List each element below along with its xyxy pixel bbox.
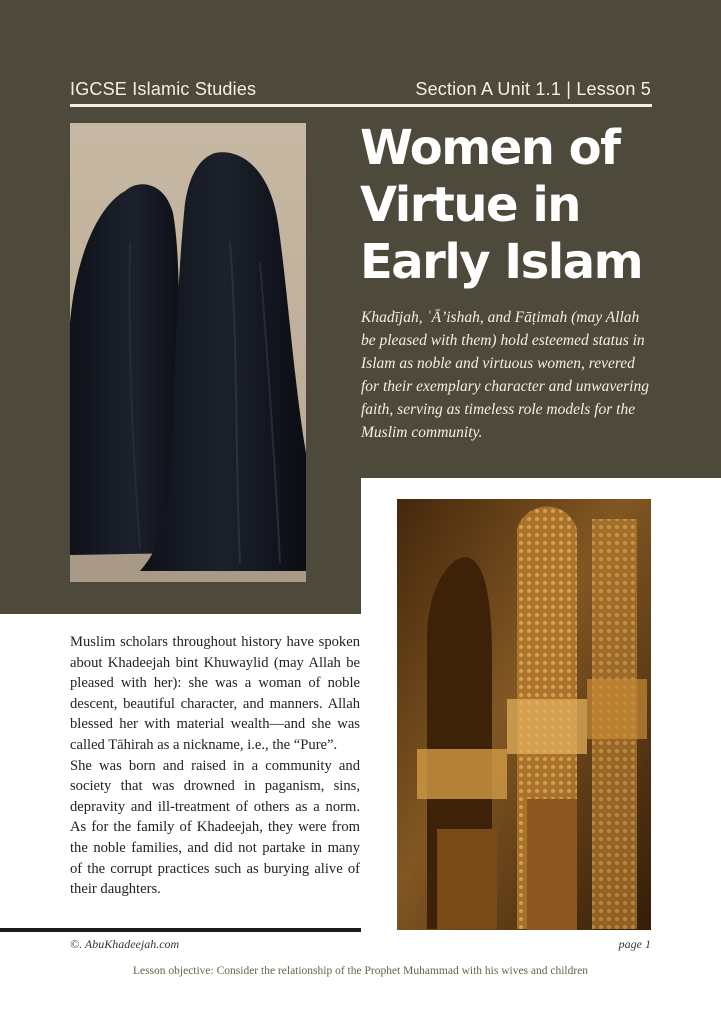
- body-paragraph-1: Muslim scholars throughout history have spoken about Khadeejah bint Khuwaylid (may Allah be pleased with her): she was a woman of noble descent, beautiful character, and manners. Allah blessed her with material wealth—and she was called Tāhirah as a nickname, i.e., the “Pure”.: [70, 634, 360, 753]
- lesson-objective: Lesson objective: Consider the relationship of the Prophet Muhammad with his wives and children: [132, 965, 589, 977]
- women-photo: [70, 123, 306, 582]
- body-text: [70, 632, 360, 900]
- footer-divider: [0, 928, 361, 932]
- arches-photo: [397, 499, 651, 930]
- intro-text: Khadījah, ʿĀ’ishah, and Fāṭimah (may Allah be pleased with them) hold esteemed status in Islam as noble and virtuous women, revered for their exemplary character and unwavering faith, serving as timeless role models for the Muslim community.: [361, 309, 649, 441]
- body-paragraph-2: She was born and raised in a community and society that was drowned in paganism, sins, depravity and ill-treatment of others as a norm. As for the family of Khadeejah, they were from the noble families, and did not partake in many of the corrupt practices such as burying alive of their daughters.: [70, 757, 360, 898]
- section-lesson-label: Section A Unit 1.1 | Lesson 5: [415, 79, 651, 99]
- title-line-3: Early Islam: [360, 234, 643, 290]
- page-number: page 1: [618, 937, 651, 951]
- page-title: [360, 120, 660, 291]
- title-line-1: Women of: [360, 120, 620, 176]
- title-line-2: Virtue in: [360, 177, 580, 233]
- course-name: IGCSE Islamic Studies: [70, 79, 257, 99]
- copyright-text: ©. AbuKhadeejah.com: [70, 937, 180, 951]
- header-divider: [70, 104, 652, 107]
